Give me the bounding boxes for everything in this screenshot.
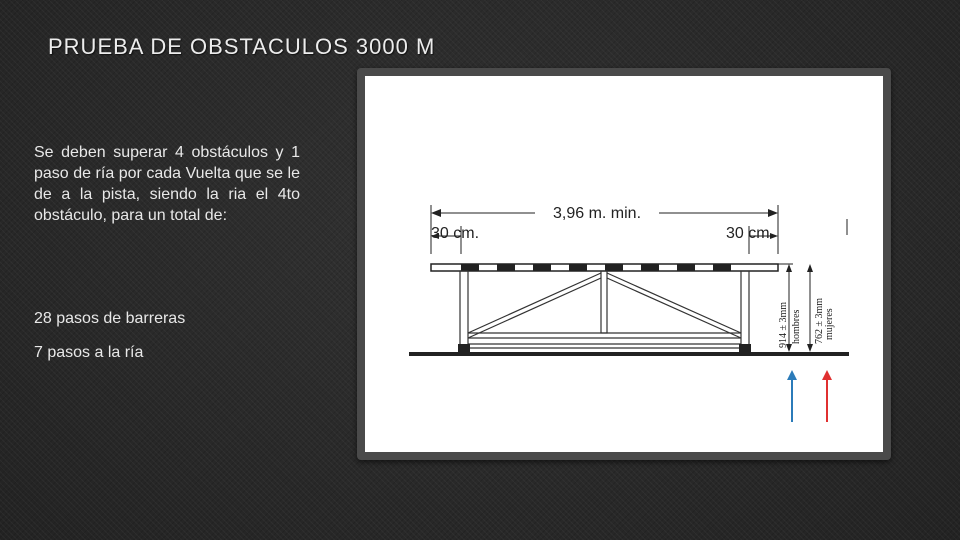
hurdle-figure <box>365 76 883 452</box>
women-arrow-icon <box>822 370 832 422</box>
hurdle-diagram <box>365 76 883 452</box>
left-margin-dimension <box>431 225 479 254</box>
body-paragraph: Se deben superar 4 obstáculos y 1 paso de ría por cada Vuelta que se le de a la pista, siendo la ria el 4to obstáculo, para un total de: <box>34 144 300 224</box>
men-height-value: 914 ± 3mm <box>778 301 789 348</box>
hurdle-figure-frame <box>357 68 891 460</box>
women-height-value: 762 ± 3mm <box>814 297 825 344</box>
slide-title: PRUEBA DE OBSTACULOS 3000 M <box>48 34 436 59</box>
right-margin-dimension <box>726 225 778 254</box>
hurdle-top-bar <box>431 264 778 271</box>
height-dimensions <box>763 264 835 352</box>
men-arrow-icon <box>787 370 797 422</box>
bullet-barriers: 28 pasos de barreras <box>34 310 186 327</box>
total-width-label: 3,96 m. min. <box>552 205 642 222</box>
women-height-label: mujeres <box>824 308 835 340</box>
men-height-label: hombres <box>791 309 802 344</box>
hurdle-frame <box>460 271 749 348</box>
ground-line <box>409 352 849 356</box>
right-margin-label: 30 cm. <box>725 225 774 242</box>
left-margin-label: 30 cm. <box>431 225 480 242</box>
width-dimension <box>431 204 847 254</box>
bullet-water-jump: 7 pasos a la ría <box>34 344 144 361</box>
